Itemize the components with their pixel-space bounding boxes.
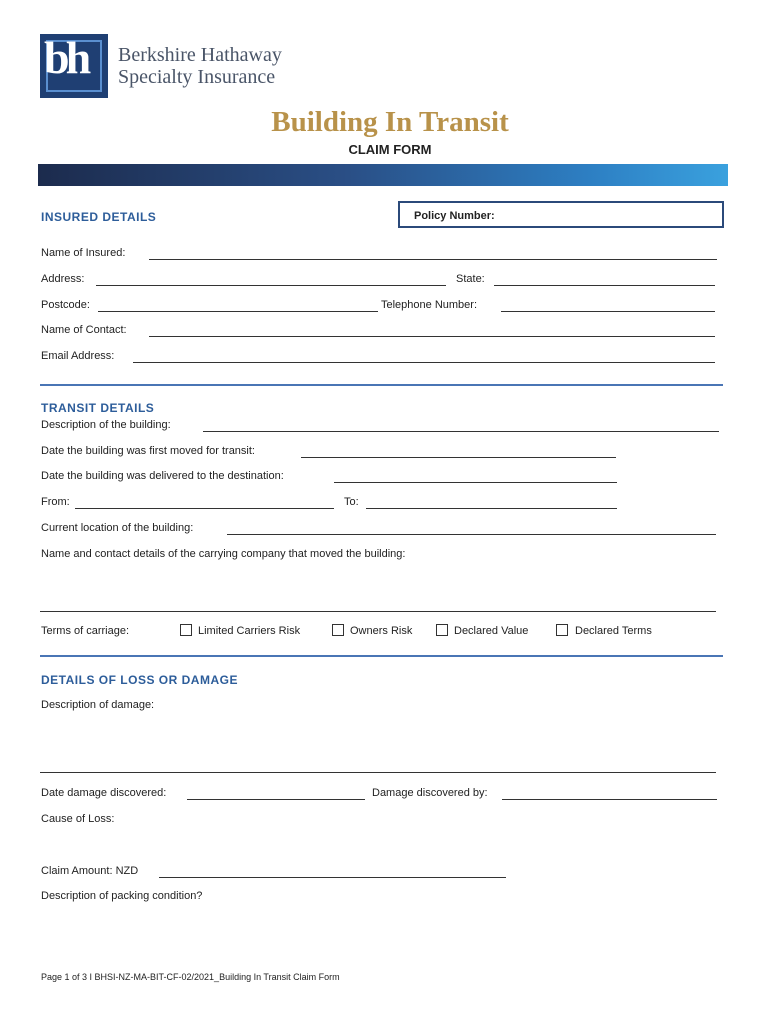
- declared-terms-label: Declared Terms: [575, 625, 652, 637]
- postcode-label: Postcode:: [41, 299, 90, 311]
- carrier-details-field[interactable]: [40, 611, 716, 612]
- section-divider: [40, 384, 723, 386]
- limited-carriers-risk-checkbox[interactable]: [180, 624, 192, 636]
- postcode-field[interactable]: [98, 311, 378, 312]
- building-description-field[interactable]: [203, 431, 719, 432]
- current-location-field[interactable]: [227, 534, 716, 535]
- loss-details-heading: DETAILS OF LOSS OR DAMAGE: [41, 673, 238, 687]
- name-of-insured-label: Name of Insured:: [41, 247, 126, 259]
- packing-condition-label: Description of packing condition?: [41, 890, 203, 902]
- current-location-row: [41, 522, 721, 536]
- from-label: From:: [41, 496, 70, 508]
- company-name-line1: Berkshire Hathaway: [118, 44, 282, 66]
- packing-condition-row: [41, 890, 721, 904]
- from-to-row: [41, 496, 721, 510]
- name-of-insured-field[interactable]: [149, 259, 717, 260]
- policy-number-field[interactable]: [398, 201, 724, 228]
- building-description-label: Description of the building:: [41, 419, 171, 431]
- from-field[interactable]: [75, 508, 334, 509]
- header-banner: [38, 164, 728, 186]
- date-delivered-label: Date the building was delivered to the destination:: [41, 470, 284, 482]
- damage-description-row: [41, 699, 721, 713]
- date-moved-label: Date the building was first moved for transit:: [41, 445, 255, 457]
- name-of-insured-row: [41, 247, 721, 261]
- date-delivered-field[interactable]: [334, 482, 617, 483]
- cause-of-loss-row: [41, 813, 721, 827]
- contact-row: [41, 324, 721, 338]
- cause-of-loss-label: Cause of Loss:: [41, 813, 115, 825]
- owners-risk-label: Owners Risk: [350, 625, 413, 637]
- page-footer: Page 1 of 3 I BHSI-NZ-MA-BIT-CF-02/2021_Building In Transit Claim Form: [41, 972, 340, 982]
- date-delivered-row: [41, 470, 721, 484]
- email-field[interactable]: [133, 362, 715, 363]
- terms-of-carriage-row: [41, 625, 721, 639]
- claim-amount-field[interactable]: [159, 877, 506, 878]
- date-discovered-row: [41, 787, 721, 801]
- state-field[interactable]: [494, 285, 715, 286]
- date-moved-row: [41, 445, 721, 459]
- postcode-row: [41, 299, 721, 313]
- terms-of-carriage-label: Terms of carriage:: [41, 625, 130, 637]
- company-name: [118, 44, 282, 88]
- damage-description-field[interactable]: [40, 772, 716, 773]
- contact-field[interactable]: [149, 336, 715, 337]
- contact-label: Name of Contact:: [41, 324, 127, 336]
- damage-description-label: Description of damage:: [41, 699, 155, 711]
- to-field[interactable]: [366, 508, 617, 509]
- date-discovered-label: Date damage discovered:: [41, 787, 167, 799]
- policy-number-label: Policy Number:: [414, 210, 495, 222]
- discovered-by-field[interactable]: [502, 799, 717, 800]
- carrier-label: Name and contact details of the carrying company that moved the building:: [41, 548, 406, 560]
- company-name-line2: Specialty Insurance: [118, 66, 276, 88]
- email-row: [41, 350, 721, 364]
- claim-amount-row: [41, 865, 721, 879]
- date-moved-field[interactable]: [301, 457, 616, 458]
- state-label: State:: [456, 273, 485, 285]
- declared-terms-checkbox[interactable]: [556, 624, 568, 636]
- telephone-field[interactable]: [501, 311, 715, 312]
- insured-details-heading: INSURED DETAILS: [41, 210, 157, 224]
- to-label: To:: [344, 496, 359, 508]
- telephone-label: Telephone Number:: [381, 299, 478, 311]
- address-field[interactable]: [96, 285, 446, 286]
- limited-carriers-risk-label: Limited Carriers Risk: [198, 625, 301, 637]
- current-location-label: Current location of the building:: [41, 522, 194, 534]
- section-divider: [40, 655, 723, 657]
- logo-letters: bh: [44, 32, 88, 83]
- claim-amount-label: Claim Amount: NZD: [41, 865, 139, 877]
- form-title: Building In Transit: [271, 106, 509, 138]
- transit-details-heading: TRANSIT DETAILS: [41, 401, 155, 415]
- declared-value-checkbox[interactable]: [436, 624, 448, 636]
- address-label: Address:: [41, 273, 85, 285]
- discovered-by-label: Damage discovered by:: [372, 787, 488, 799]
- building-description-row: [41, 419, 721, 433]
- email-label: Email Address:: [41, 350, 115, 362]
- company-logo: [40, 34, 108, 98]
- address-row: [41, 273, 721, 287]
- carrier-row: [41, 548, 721, 562]
- form-subtitle: CLAIM FORM: [348, 142, 432, 157]
- date-discovered-field[interactable]: [187, 799, 365, 800]
- owners-risk-checkbox[interactable]: [332, 624, 344, 636]
- declared-value-label: Declared Value: [454, 625, 529, 637]
